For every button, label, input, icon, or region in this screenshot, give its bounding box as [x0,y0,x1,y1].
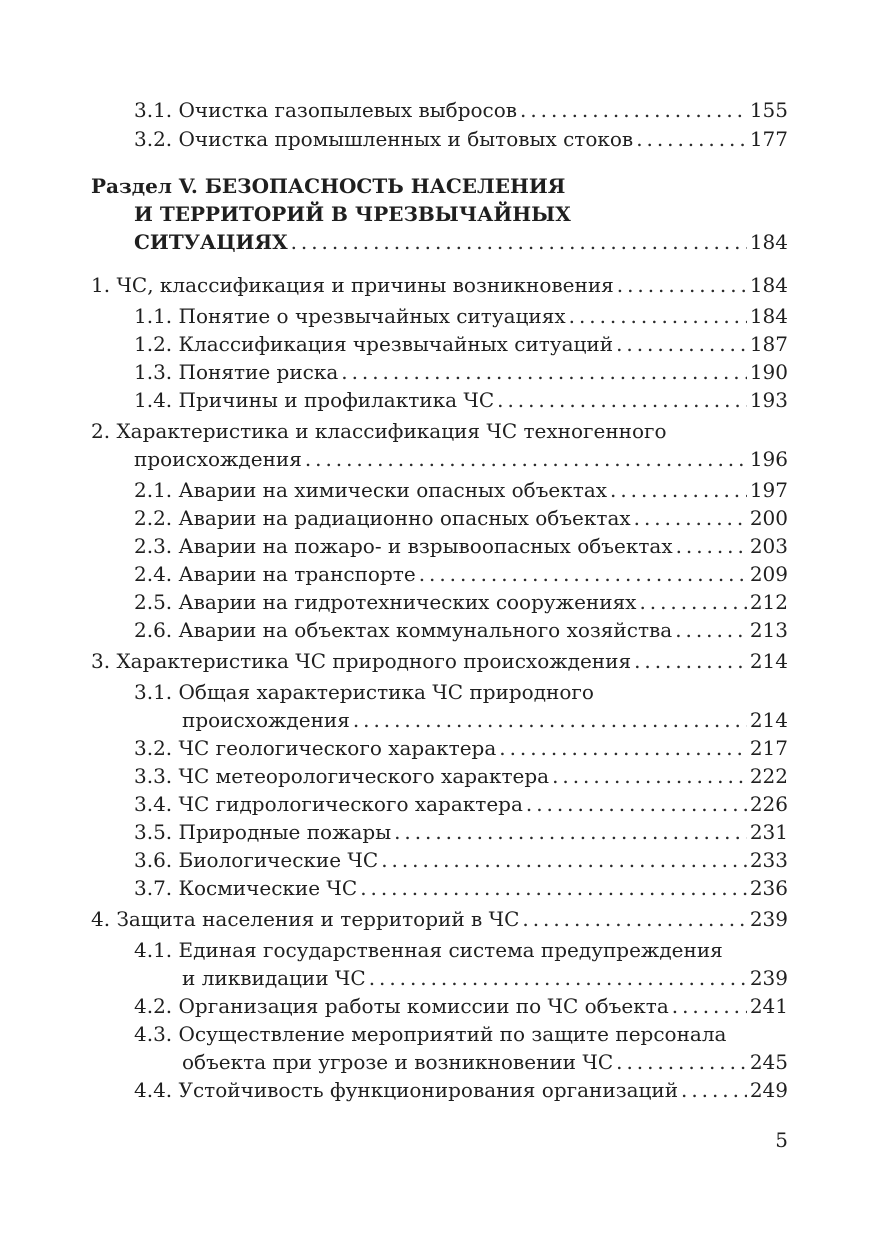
toc-entry-2-4 [134,560,788,588]
toc-leader-dots [681,1076,747,1104]
toc-page-number: 231 [749,820,788,844]
toc-page-number: 184 [749,304,788,328]
toc-entry-title: происхождения [182,708,350,732]
toc-leader-dots [499,734,747,762]
toc-leader-dots [291,228,747,256]
toc-entry-2-5 [134,588,788,616]
toc-entry-title: происхождения [134,447,302,471]
toc-leader-dots [381,846,747,874]
toc-page-number: 212 [749,590,788,614]
toc-entry-1-2 [134,330,788,358]
toc-page-number: 203 [749,534,788,558]
toc-entry-title: 4.4. Устойчивость функционирования организаций [134,1078,679,1102]
toc-page-number: 213 [749,618,788,642]
toc-page-number: 184 [749,273,788,297]
toc-entry-3-4 [134,790,788,818]
toc-entry-title: 3.3. ЧС метеорологического характера [134,764,550,788]
toc-entry-title: 3.5. Природные пожары [134,820,392,844]
toc-page-number: 249 [749,1078,788,1102]
toc-page-number: 239 [749,966,788,990]
toc-entry-3-2-geo [134,734,788,762]
toc-entry-3-3 [134,762,788,790]
toc-entry-title: 3.2. ЧС геологического характера [134,736,497,760]
toc-entry-4-4 [134,1076,788,1104]
section-title-line-3 [134,228,788,256]
toc-leader-dots [419,560,747,588]
toc-entry-3 [91,647,788,675]
toc-leader-dots [369,964,747,992]
toc-page-number: 241 [749,994,788,1018]
toc-entry-4-2 [134,992,788,1020]
toc-entry-title: 2.6. Аварии на объектах коммунального хозяйства [134,618,673,642]
toc-leader-dots [353,706,747,734]
toc-entry-3-1 [134,96,788,124]
toc-leader-dots [634,504,747,532]
toc-entry-title: 2.1. Аварии на химически опасных объектах [134,478,608,502]
toc-entry-title: 4.2. Организация работы комиссии по ЧС объекта [134,994,669,1018]
toc-entry-title: объекта при угрозе и возникновении ЧС [182,1050,614,1074]
toc-page-number: 209 [749,562,788,586]
toc-leader-dots [616,330,747,358]
toc-entry-title: 3.2. Очистка промышленных и бытовых стоков [134,127,634,151]
toc-entry-1-1 [134,302,788,330]
toc-entry-title: 1.4. Причины и профилактика ЧС [134,388,495,412]
toc-page-number: 200 [749,506,788,530]
toc-page-number: 196 [749,447,788,471]
toc-leader-dots [675,616,747,644]
toc-entry-2-3 [134,532,788,560]
toc-page-number: 193 [749,388,788,412]
toc-entry-2-6 [134,616,788,644]
toc-entry-3-2 [134,125,788,153]
toc-page-number: 245 [749,1050,788,1074]
toc-leader-dots [552,762,747,790]
toc-entry-title: 1.3. Понятие риска [134,360,339,384]
toc-entry-title: 3. Характеристика ЧС природного происхождения [91,649,632,673]
toc-page-number: 214 [749,708,788,732]
toc-entry-title: 4. Защита населения и территорий в ЧС [91,907,520,931]
toc-entry-1 [91,271,788,299]
toc-leader-dots [522,905,746,933]
toc-entry-4-3-line-1: 4.3. Осуществление мероприятий по защите персонала [134,1022,727,1046]
toc-page-number: 233 [749,848,788,872]
toc-leader-dots [520,96,747,124]
toc-entry-3-5 [134,818,788,846]
toc-page-number: 222 [749,764,788,788]
toc-entry-2-line-1: 2. Характеристика и классификация ЧС техногенного [91,419,667,443]
toc-leader-dots [676,532,747,560]
toc-entry-title: 2.2. Аварии на радиационно опасных объектах [134,506,631,530]
toc-entry-3-7 [134,874,788,902]
section-title-line-1: Раздел V. БЕЗОПАСНОСТЬ НАСЕЛЕНИЯ [91,174,566,198]
toc-leader-dots [360,874,747,902]
toc-leader-dots [526,790,747,818]
toc-entry-3-1-line-1: 3.1. Общая характеристика ЧС природного [134,680,594,704]
toc-entry-title: 2.4. Аварии на транспорте [134,562,416,586]
toc-page-number: 239 [749,907,788,931]
toc-entry-title: 3.6. Биологические ЧС [134,848,379,872]
toc-leader-dots [569,302,747,330]
toc-page-number: 236 [749,876,788,900]
toc-leader-dots [497,386,747,414]
toc-entry-2-1 [134,476,788,504]
toc-leader-dots [616,1048,747,1076]
toc-entry-4-3 [182,1048,788,1076]
toc-entry-title: 2.3. Аварии на пожаро- и взрывоопасных объектах [134,534,673,558]
toc-entry-3-1 [182,706,788,734]
toc-entry-title: и ликвидации ЧС [182,966,366,990]
toc-leader-dots [672,992,747,1020]
toc-entry-2 [134,445,788,473]
toc-page-number: 155 [749,98,788,122]
toc-entry-1-4 [134,386,788,414]
toc-leader-dots [634,647,747,675]
toc-entry-title: 3.7. Космические ЧС [134,876,358,900]
toc-page-number: 197 [749,478,788,502]
toc-page-number: 187 [749,332,788,356]
toc-leader-dots [394,818,747,846]
toc-page-number: 214 [749,649,788,673]
toc-page-number: 217 [749,736,788,760]
toc-leader-dots [617,271,747,299]
toc-entry-title: 1. ЧС, классификация и причины возникновения [91,273,614,297]
toc-entry-title: 1.2. Классификация чрезвычайных ситуаций [134,332,614,356]
toc-leader-dots [305,445,747,473]
toc-entry-1-3 [134,358,788,386]
toc-entry-4-1-line-1: 4.1. Единая государственная система предупреждения [134,938,723,962]
toc-leader-dots [341,358,747,386]
toc-entry-title: 3.1. Очистка газопылевых выбросов [134,98,518,122]
toc-entry-title: 1.1. Понятие о чрезвычайных ситуациях [134,304,566,328]
toc-entry-3-6 [134,846,788,874]
section-title-line-2: И ТЕРРИТОРИЙ В ЧРЕЗВЫЧАЙНЫХ [134,202,571,226]
toc-entry-4-1 [182,964,788,992]
toc-page-number: 184 [749,230,788,254]
toc-entry-title: 3.4. ЧС гидрологического характера [134,792,523,816]
section-title-text: СИТУАЦИЯХ [134,230,288,254]
page-number: 5 [775,1128,788,1152]
toc-entry-2-2 [134,504,788,532]
toc-page-number: 190 [749,360,788,384]
toc-leader-dots [610,476,747,504]
toc-leader-dots [639,588,746,616]
toc-entry-title: 2.5. Аварии на гидротехнических сооружениях [134,590,637,614]
toc-entry-4 [91,905,788,933]
toc-page-number: 226 [749,792,788,816]
toc-leader-dots [636,125,747,153]
toc-page-number: 177 [749,127,788,151]
